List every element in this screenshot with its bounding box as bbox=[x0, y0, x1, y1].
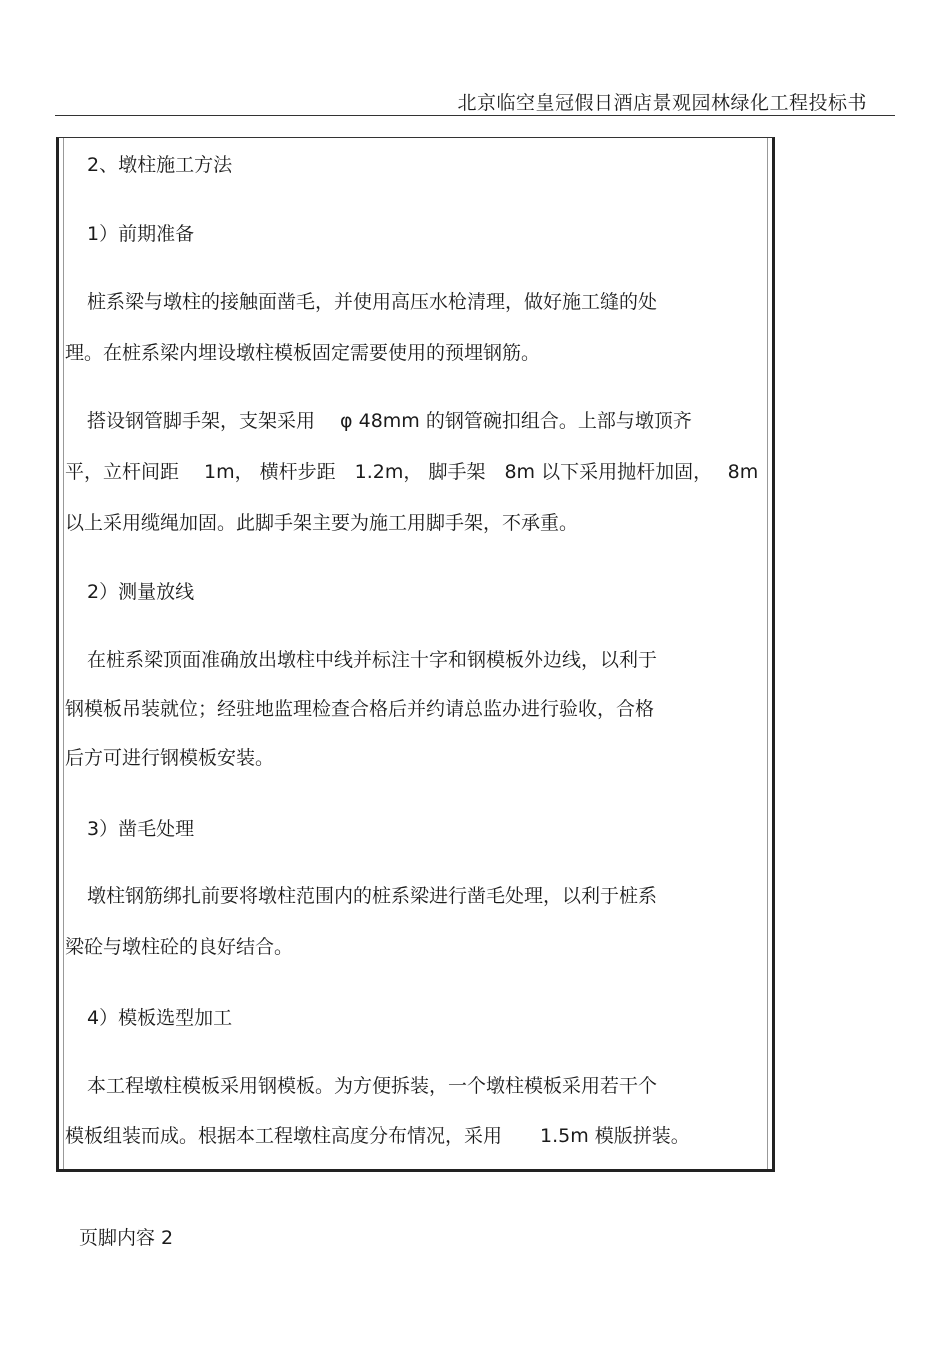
paragraph-line: 本工程墩柱模板采用钢模板。为方便拆装，一个墩柱模板采用若干个 bbox=[87, 1075, 658, 1097]
paragraph-line: 模板组装而成。根据本工程墩柱高度分布情况，采用 1.5m 模版拼装。 bbox=[65, 1125, 690, 1147]
step-4-title: 4）模板选型加工 bbox=[87, 1007, 233, 1029]
paragraph-line: 理。在桩系梁内埋设墩柱模板固定需要使用的预埋钢筋。 bbox=[65, 342, 541, 364]
step-3-title: 3）凿毛处理 bbox=[87, 818, 195, 840]
section-heading: 2、墩柱施工方法 bbox=[87, 154, 233, 176]
header-rule bbox=[55, 115, 895, 116]
paragraph-line: 钢模板吊装就位；经驻地监理检查合格后并约请总监办进行验收，合格 bbox=[65, 698, 655, 720]
frame-inner-right-line bbox=[767, 138, 768, 1169]
paragraph-line: 墩柱钢筋绑扎前要将墩柱范围内的桩系梁进行凿毛处理，以利于桩系 bbox=[87, 885, 658, 907]
paragraph-line: 平，立杆间距 1m， 横杆步距 1.2m， 脚手架 8m 以下采用抛杆加固， 8m bbox=[65, 461, 759, 483]
paragraph-line: 以上采用缆绳加固。此脚手架主要为施工用脚手架，不承重。 bbox=[65, 512, 579, 534]
paragraph-line: 搭设钢管脚手架，支架采用 φ 48mm 的钢管碗扣组合。上部与墩顶齐 bbox=[87, 410, 692, 432]
paragraph-line: 在桩系梁顶面准确放出墩柱中线并标注十字和钢模板外边线，以利于 bbox=[87, 649, 658, 671]
page-header-title: 北京临空皇冠假日酒店景观园林绿化工程投标书 bbox=[457, 92, 867, 114]
step-1-title: 1）前期准备 bbox=[87, 223, 195, 245]
page-footer: 页脚内容 2 bbox=[79, 1227, 174, 1249]
paragraph-line: 后方可进行钢模板安装。 bbox=[65, 747, 275, 769]
frame-inner-left-line bbox=[63, 138, 64, 1169]
paragraph-line: 梁砼与墩柱砼的良好结合。 bbox=[65, 936, 294, 958]
step-2-title: 2）测量放线 bbox=[87, 581, 195, 603]
paragraph-line: 桩系梁与墩柱的接触面凿毛，并使用高压水枪清理，做好施工缝的处 bbox=[87, 291, 658, 313]
